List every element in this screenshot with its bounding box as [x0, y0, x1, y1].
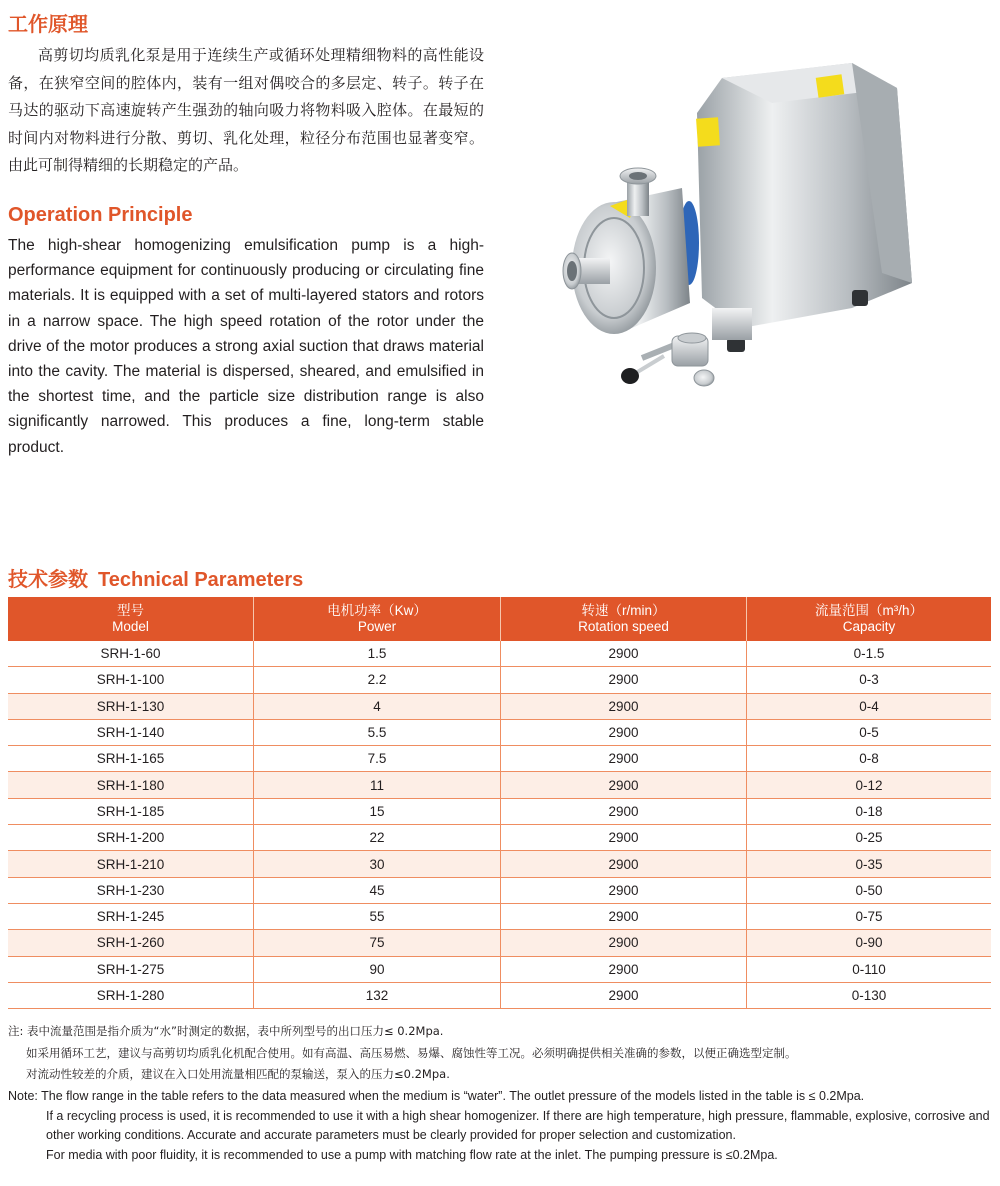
table-row	[8, 982, 991, 1008]
cell-speed: 2900	[501, 772, 747, 798]
note-line: 如采用循环工艺，建议与高剪切均质乳化机配合使用。如有高温、高压易燃、易爆、腐蚀性等工况。必须明确提供相关准确的参数，以便正确选型定制。	[26, 1045, 797, 1060]
cell-speed: 2900	[501, 851, 747, 877]
table-row	[8, 719, 991, 745]
cell-model: SRH-1-180	[8, 772, 254, 798]
cell-model: SRH-1-165	[8, 746, 254, 772]
cell-capacity: 0-4	[747, 693, 992, 719]
cell-model: SRH-1-230	[8, 877, 254, 903]
foot	[852, 290, 868, 306]
cell-power: 7.5	[254, 746, 501, 772]
header-en: Power	[357, 619, 397, 634]
cell-model: SRH-1-200	[8, 825, 254, 851]
butterfly-valve	[621, 333, 714, 386]
cell-power: 11	[254, 772, 501, 798]
header-capacity	[747, 597, 992, 641]
cell-power: 5.5	[254, 719, 501, 745]
header-cn: 转速（r/min）	[581, 603, 666, 618]
foot	[727, 338, 745, 352]
cell-speed: 2900	[501, 903, 747, 929]
cell-speed: 2900	[501, 825, 747, 851]
cell-power: 4	[254, 693, 501, 719]
inlet-fitting	[563, 253, 610, 289]
cell-speed: 2900	[501, 719, 747, 745]
note-line: For media with poor fluidity, it is recommended to use a pump with matching flow rate at the inlet. The pumping pressure is ≤0.2Mpa.	[46, 1147, 778, 1162]
cell-capacity: 0-12	[747, 772, 992, 798]
header-speed	[501, 597, 747, 641]
cell-capacity: 0-5	[747, 719, 992, 745]
cell-speed: 2900	[501, 693, 747, 719]
cell-power: 132	[254, 982, 501, 1008]
notes-cn	[8, 1021, 797, 1086]
principle-text-cn: 高剪切均质乳化泵是用于连续生产或循环处理精细物料的高性能设备，在狭窄空间的腔体内，装有一组对偶咬合的多层定、转子。转子在马达的驱动下高速旋转产生强劲的轴向吸力将物料吸入腔体。在最短的时间内对物料进行分散、剪切、乳化处理，粒径分布范围也显著变窄。由此可制得精细的长期稳定的产品。	[8, 46, 484, 174]
table-row	[8, 641, 991, 667]
note-line: 对流动性较差的介质，建议在入口处用流量相匹配的泵输送，泵入的压力≤0.2Mpa.	[26, 1067, 450, 1081]
table-row	[8, 798, 991, 824]
cell-speed: 2900	[501, 956, 747, 982]
table-row	[8, 956, 991, 982]
cell-power: 90	[254, 956, 501, 982]
cell-power: 22	[254, 825, 501, 851]
note-line: Note: The flow range in the table refers to the data measured when the medium is “water”. The outlet pressure of the models listed in the table is ≤ 0.2Mpa.	[8, 1089, 865, 1103]
table-row	[8, 877, 991, 903]
cell-model: SRH-1-245	[8, 903, 254, 929]
cell-capacity: 0-110	[747, 956, 992, 982]
cell-model: SRH-1-280	[8, 982, 254, 1008]
cell-model: SRH-1-130	[8, 693, 254, 719]
cell-power: 2.2	[254, 667, 501, 693]
motor-base	[712, 308, 752, 340]
note-line: If a recycling process is used, it is recommended to use it with a high shear homogenizer. If there are high temperature, high pressure, flammable, explosive, corrosive and other working conditions. Accurate and accurate parameters must be clearly provided for proper selection and customization.	[46, 1108, 990, 1142]
cell-capacity: 0-18	[747, 798, 992, 824]
cell-model: SRH-1-260	[8, 930, 254, 956]
header-cn: 流量范围（m³/h）	[815, 603, 923, 618]
cell-model: SRH-1-140	[8, 719, 254, 745]
table-row	[8, 746, 991, 772]
notes-en	[8, 1087, 993, 1165]
cell-speed: 2900	[501, 746, 747, 772]
table-row	[8, 903, 991, 929]
cell-power: 45	[254, 877, 501, 903]
cell-power: 30	[254, 851, 501, 877]
header-cn: 电机功率（Kw）	[327, 603, 427, 618]
header-en: Model	[112, 619, 149, 634]
cell-capacity: 0-50	[747, 877, 992, 903]
cell-model: SRH-1-275	[8, 956, 254, 982]
cell-capacity: 0-75	[747, 903, 992, 929]
cell-speed: 2900	[501, 982, 747, 1008]
cell-capacity: 0-8	[747, 746, 992, 772]
table-row	[8, 772, 991, 798]
table-row	[8, 693, 991, 719]
cell-speed: 2900	[501, 930, 747, 956]
header-en: Capacity	[842, 619, 896, 634]
cell-power: 75	[254, 930, 501, 956]
cell-power: 15	[254, 798, 501, 824]
table-row	[8, 930, 991, 956]
pump-product-image	[552, 58, 932, 394]
cell-capacity: 0-25	[747, 825, 992, 851]
cell-capacity: 0-130	[747, 982, 992, 1008]
cell-model: SRH-1-100	[8, 667, 254, 693]
tech-title-en: Technical Parameters	[98, 569, 304, 591]
cell-power: 1.5	[254, 641, 501, 667]
cell-model: SRH-1-210	[8, 851, 254, 877]
cell-speed: 2900	[501, 798, 747, 824]
parameters-table	[8, 597, 991, 1009]
table-row	[8, 667, 991, 693]
cell-capacity: 0-1.5	[747, 641, 992, 667]
cell-capacity: 0-90	[747, 930, 992, 956]
note-line: 注: 表中流量范围是指介质为“水”时测定的数据，表中所列型号的出口压力≤ 0.2Mpa.	[8, 1024, 444, 1038]
cell-power: 55	[254, 903, 501, 929]
section-title-en: Operation Principle	[8, 204, 193, 226]
cell-capacity: 0-3	[747, 667, 992, 693]
cell-speed: 2900	[501, 667, 747, 693]
table-header-row	[8, 597, 991, 641]
tech-title-cn: 技术参数	[8, 567, 88, 591]
principle-text-en: The high-shear homogenizing emulsification pump is a high-performance equipment for continuously producing or circulating fine materials. It is equipped with a set of multi-layered stators and rotors in a narrow space. The high speed rotation of the rotor under the drive of the motor produces a strong axial suction that draws material into the cavity. The material is dispersed, sheared, and emulsified in the shortest time, and the particle size distribution range is also significantly narrowed. This produces a fine, long-term stable product.	[8, 237, 484, 456]
table-row	[8, 825, 991, 851]
cell-model: SRH-1-185	[8, 798, 254, 824]
motor-housing	[696, 63, 912, 328]
cell-model: SRH-1-60	[8, 641, 254, 667]
header-model	[8, 597, 254, 641]
cell-capacity: 0-35	[747, 851, 992, 877]
header-cn: 型号	[117, 603, 144, 618]
header-power	[254, 597, 501, 641]
section-title-cn: 工作原理	[8, 12, 88, 36]
table-row	[8, 851, 991, 877]
tech-params-title	[8, 563, 303, 592]
cell-speed: 2900	[501, 641, 747, 667]
header-en: Rotation speed	[578, 619, 669, 634]
cell-speed: 2900	[501, 877, 747, 903]
